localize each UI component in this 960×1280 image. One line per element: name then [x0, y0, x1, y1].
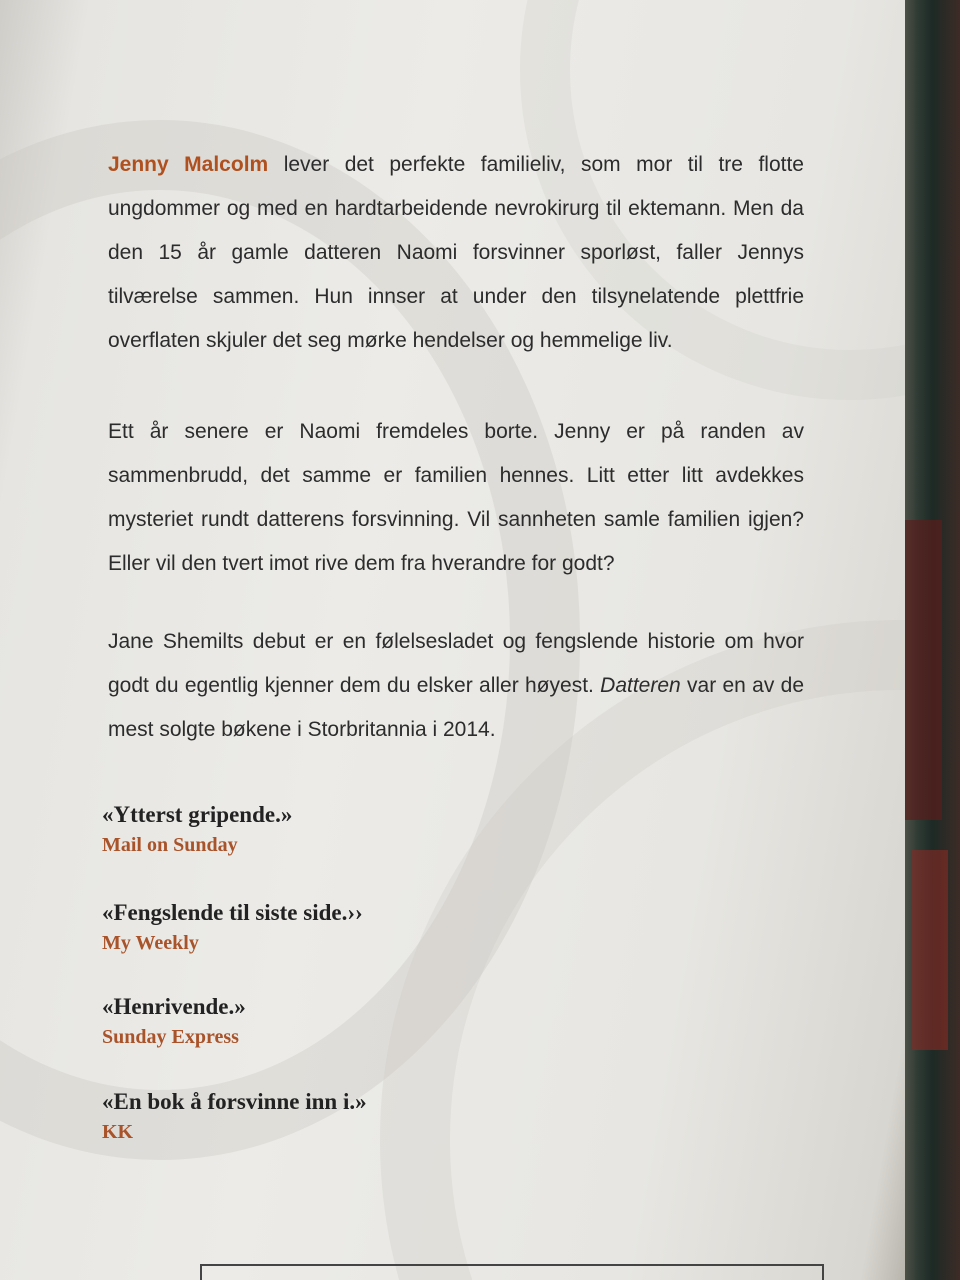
- barcode-box-edge: [200, 1264, 824, 1280]
- blurb-paragraph-1: [108, 143, 804, 363]
- review-quote: [102, 1087, 367, 1147]
- blurb-paragraph-2: Ett år senere er Naomi fremdeles borte. Jenny er på randen av sammenbrudd, det samme er familien hennes. Litt etter litt avdekkes mysteriet rundt datterens forsvinning. Vil sannheten samle familien igjen? Eller vil den tvert imot rive dem fra hverandre for godt?: [108, 420, 804, 575]
- adjacent-book-stripe: [902, 520, 942, 820]
- review-quote: [102, 800, 292, 860]
- blurb-paragraph-1-text: lever det perfekte familieliv, som mor til tre flotte ungdommer og med en hardtarbeidende nevrokirurg til ektemann. Men da den 15 år gamle datteren Naomi forsvinner sporløst, faller Jennys tilværelse sammen. Hun innser at under den tilsynelatende plettfrie overflaten skjuler det seg mørke hendelser og hemmelige liv.: [108, 153, 804, 352]
- blurb-paragraph-3: [108, 620, 804, 752]
- adjacent-book-stripe: [912, 850, 948, 1050]
- review-quote-text: «En bok å forsvinne inn i.»: [102, 1089, 367, 1114]
- review-quote-source: KK: [102, 1121, 134, 1143]
- blurb-paragraph-3-text-after: var en av de mest solgte bøkene i Storbritannia i 2014.: [108, 674, 804, 741]
- protagonist-name: Jenny Malcolm: [108, 153, 269, 176]
- book-title-italic: Datteren: [600, 674, 681, 697]
- review-quote-text: «Fengslende til siste side.››: [102, 900, 363, 925]
- review-quote-text: «Ytterst gripende.»: [102, 802, 293, 827]
- review-quote-source: Mail on Sunday: [102, 834, 238, 856]
- blurb-paragraph-3-text-before: Jane Shemilts debut er en følelsesladet og fengslende historie om hvor godt du egentlig kjenner dem du elsker aller høyest.: [108, 630, 804, 697]
- review-quote-source: My Weekly: [102, 932, 199, 954]
- review-quote-text: «Henrivende.»: [102, 994, 246, 1019]
- review-quote: [102, 898, 363, 958]
- review-quote: [102, 992, 246, 1052]
- review-quote-source: Sunday Express: [102, 1026, 239, 1048]
